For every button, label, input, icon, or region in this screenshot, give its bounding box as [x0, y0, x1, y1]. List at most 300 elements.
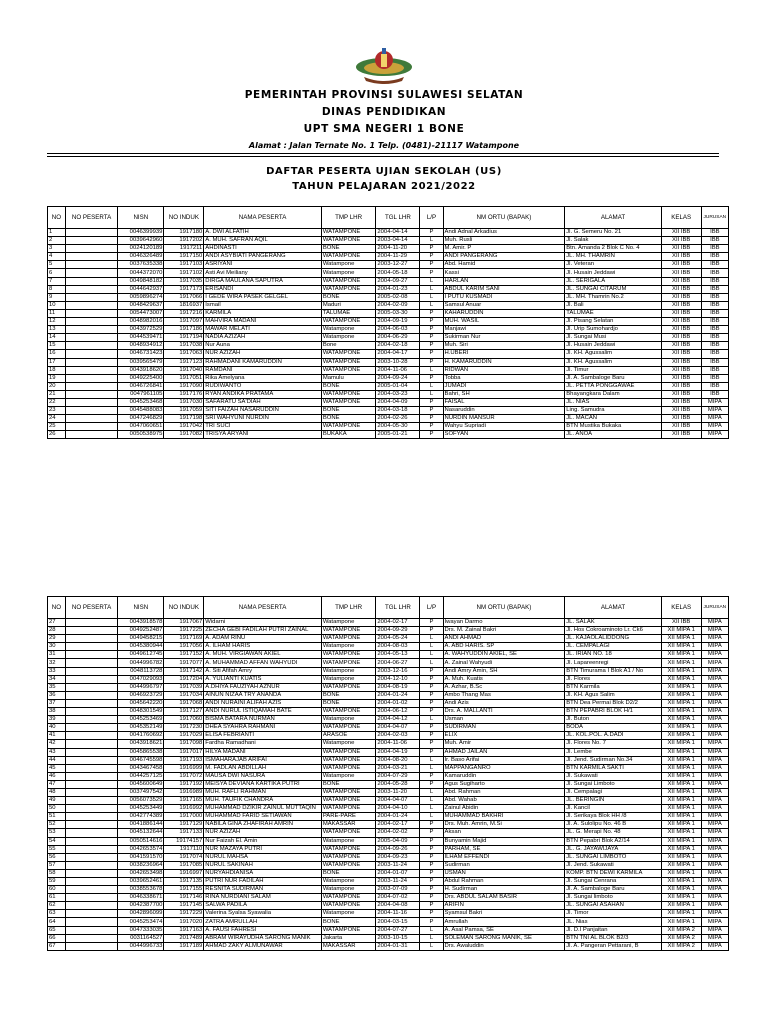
cell-no-induk: 1917085 [164, 861, 204, 869]
cell-tmp-lhr: WATAMPONE [321, 797, 376, 805]
cell-no: 3 [48, 245, 66, 253]
cell-nama-peserta: NUR MAZAYA PUTRI [204, 845, 322, 853]
cell-tgl-lhr: 2004-06-03 [376, 326, 420, 334]
cell-lp: P [420, 708, 443, 716]
cell-no-peserta [65, 318, 117, 326]
cell-kelas: XII MIPA 1 [661, 667, 701, 675]
cell-kelas: XII IBB [661, 293, 701, 301]
cell-lp: L [420, 643, 443, 651]
cell-nama-peserta: A.DHIYA FAUZIYAH AZNUR [204, 683, 322, 691]
cell-lp: L [420, 651, 443, 659]
cell-no-peserta [65, 788, 117, 796]
cell-lp: P [420, 837, 443, 845]
cell-kelas: XII MIPA 1 [661, 732, 701, 740]
cell-tmp-lhr: WATAMPONE [321, 764, 376, 772]
cell-tmp-lhr: Maduri [321, 301, 376, 309]
cell-alamat: BTN PEPABRI BLOK H/1 [565, 708, 662, 716]
cell-nama-peserta: SRI WAHYUNI NURDIN [204, 415, 322, 423]
cell-tmp-lhr: Mamulu [321, 374, 376, 382]
cell-nm-ortu: A. Asal Pamsa, SE [443, 926, 565, 934]
cell-nm-ortu: Bahri, SH [443, 390, 565, 398]
cell-nama-peserta: A. MUH. VIRGIAWAN AKIEL [204, 651, 322, 659]
cell-jurusan: MIPA [701, 918, 728, 926]
cell-kelas: XII IBB [661, 237, 701, 245]
cell-no-induk: 1917216 [164, 309, 204, 317]
cell-no-peserta [65, 659, 117, 667]
cell-no-induk: 1917090 [164, 382, 204, 390]
cell-nisn: 0045132644 [118, 829, 164, 837]
table-row [48, 845, 729, 853]
cell-tgl-lhr: 2004-02-18 [376, 342, 420, 350]
table-row [48, 415, 729, 423]
cell-nm-ortu: Andi Azis [443, 699, 565, 707]
cell-nm-ortu: A. WAHYUDDIN AKIEL, SE [443, 651, 565, 659]
cell-nama-peserta: ZECHA GEBI FADILAH PUTRI ZAINAL [204, 627, 322, 635]
cell-tmp-lhr: WATAMPONE [321, 635, 376, 643]
cell-nama-peserta: AHMAD ZAKY ALMUNAWAR [204, 942, 322, 950]
cell-nisn: 0038553678 [118, 886, 164, 894]
cell-jurusan: MIPA [701, 780, 728, 788]
cell-nm-ortu: Bunyamin Majid [443, 837, 565, 845]
table-row [48, 910, 729, 918]
cell-kelas: XII MIPA 1 [661, 853, 701, 861]
cell-no-induk: 1917129 [164, 821, 204, 829]
cell-tmp-lhr: WATAMPONE [321, 350, 376, 358]
cell-nama-peserta: Valerina Syalsa Syawalia [204, 910, 322, 918]
cell-alamat: Jl. Jend. Sukawati [565, 861, 662, 869]
cell-lp: L [420, 797, 443, 805]
col-header-tmp-lhr: TMP LHR [321, 207, 376, 229]
cell-kelas: XII IBB [661, 423, 701, 431]
cell-nm-ortu: A. Muh. Kuatis [443, 675, 565, 683]
cell-tmp-lhr: BONE [321, 415, 376, 423]
cell-tmp-lhr: WATAMPONE [321, 724, 376, 732]
cell-alamat: BTN Dea Permai Blok D2/2 [565, 699, 662, 707]
cell-nama-peserta: MAWAR MELATI [204, 326, 322, 334]
cell-kelas: XII IBB [661, 415, 701, 423]
cell-jurusan: MIPA [701, 683, 728, 691]
cell-jurusan: MIPA [701, 772, 728, 780]
cell-nama-peserta: MUH. RAFLI RAHMAN [204, 788, 322, 796]
cell-alamat: JL. IRIAN NO. 18 [565, 651, 662, 659]
cell-jurusan: IBB [701, 277, 728, 285]
cell-no: 59 [48, 878, 66, 886]
cell-nama-peserta: NADIA AZIZAH [204, 334, 322, 342]
cell-no: 34 [48, 675, 66, 683]
cell-jurusan: MIPA [701, 691, 728, 699]
cell-tmp-lhr: WATAMPONE [321, 748, 376, 756]
cell-tmp-lhr: Watampone [321, 772, 376, 780]
cell-lp: P [420, 845, 443, 853]
cell-nm-ortu: H.UBERI [443, 350, 565, 358]
cell-jurusan: MIPA [701, 724, 728, 732]
table-row [48, 619, 729, 627]
participant-table-1 [47, 206, 729, 439]
cell-no-peserta [65, 237, 117, 245]
cell-tgl-lhr: 2004-09-19 [376, 318, 420, 326]
cell-jurusan: MIPA [701, 708, 728, 716]
cell-tgl-lhr: 2004-09-24 [376, 374, 420, 382]
cell-tgl-lhr: 2004-04-10 [376, 805, 420, 813]
table-row [48, 724, 729, 732]
cell-nama-peserta: NUR AZIZAH [204, 350, 322, 358]
cell-nm-ortu: Tobba [443, 374, 565, 382]
cell-no-peserta [65, 829, 117, 837]
cell-tgl-lhr: 2004-05-18 [376, 269, 420, 277]
cell-jurusan: IBB [701, 390, 728, 398]
cell-no: 20 [48, 382, 66, 390]
cell-nama-peserta: SAFARATU SA'DIAH [204, 398, 322, 406]
cell-nisn: 0045253474 [118, 918, 164, 926]
table-row [48, 926, 729, 934]
cell-jurusan: IBB [701, 237, 728, 245]
cell-no: 55 [48, 845, 66, 853]
cell-tgl-lhr: 2004-09-29 [376, 627, 420, 635]
cell-nm-ortu: Muh. Amir [443, 740, 565, 748]
cell-lp: P [420, 886, 443, 894]
cell-lp: P [420, 398, 443, 406]
cell-nisn: 0048301549 [118, 708, 164, 716]
cell-no-induk: 1917189 [164, 942, 204, 950]
cell-no-induk: 1917204 [164, 675, 204, 683]
cell-jurusan: MIPA [701, 635, 728, 643]
cell-kelas: XII MIPA 2 [661, 942, 701, 950]
cell-tmp-lhr: BONE [321, 407, 376, 415]
cell-alamat: JL. NIAS [565, 398, 662, 406]
cell-no-peserta [65, 845, 117, 853]
cell-lp: L [420, 635, 443, 643]
cell-lp: P [420, 699, 443, 707]
table-row [48, 326, 729, 334]
cell-no-peserta [65, 293, 117, 301]
cell-kelas: XII IBB [661, 318, 701, 326]
cell-nisn: 0041886144 [118, 821, 164, 829]
cell-lp: P [420, 326, 443, 334]
cell-no-induk: 1917020 [164, 918, 204, 926]
cell-tgl-lhr: 2004-04-17 [376, 350, 420, 358]
cell-no: 46 [48, 772, 66, 780]
cell-nama-peserta: ELISA FEBRIANTI [204, 732, 322, 740]
cell-no-peserta [65, 772, 117, 780]
cell-tgl-lhr: 2003-12-16 [376, 667, 420, 675]
cell-nm-ortu: H. KAMARUDDIN [443, 358, 565, 366]
cell-tmp-lhr: WATAMPONE [321, 894, 376, 902]
cell-tgl-lhr: 2004-01-07 [376, 869, 420, 877]
cell-nama-peserta: A. ILHAM HARIS [204, 643, 322, 651]
cell-tgl-lhr: 2005-02-08 [376, 293, 420, 301]
cell-kelas: XII MIPA 1 [661, 910, 701, 918]
col-header-lp: L/P [420, 207, 443, 229]
table-2-body [48, 619, 729, 951]
cell-alamat: Jl. Veteran [565, 261, 662, 269]
table-row [48, 309, 729, 317]
cell-jurusan: MIPA [701, 886, 728, 894]
cell-tgl-lhr: 2004-11-06 [376, 366, 420, 374]
cell-lp: P [420, 829, 443, 837]
cell-no-peserta [65, 748, 117, 756]
cell-nm-ortu: Kassi [443, 269, 565, 277]
cell-no-induk: 1917056 [164, 643, 204, 651]
cell-nisn: 0049252487 [118, 627, 164, 635]
cell-alamat: Jl. D.I Panjaitan [565, 926, 662, 934]
cell-no-induk: 1917127 [164, 708, 204, 716]
cell-nama-peserta: AHDINASTI [204, 245, 322, 253]
cell-no-peserta [65, 942, 117, 950]
cell-lp: P [420, 667, 443, 675]
cell-tgl-lhr: 2005-03-30 [376, 309, 420, 317]
cell-tmp-lhr: WATAMPONE [321, 926, 376, 934]
cell-nisn: 0048982016 [118, 318, 164, 326]
cell-jurusan: MIPA [701, 926, 728, 934]
cell-no: 35 [48, 683, 66, 691]
cell-no-peserta [65, 813, 117, 821]
cell-kelas: XII MIPA 1 [661, 845, 701, 853]
cell-jurusan: MIPA [701, 423, 728, 431]
cell-tmp-lhr: WATAMPONE [321, 390, 376, 398]
cell-tgl-lhr: 2004-11-29 [376, 253, 420, 261]
cell-no-induk: 1917038 [164, 342, 204, 350]
cell-alamat: Jl. KH. Agus Salim [565, 691, 662, 699]
cell-nama-peserta: Ismail [204, 301, 322, 309]
cell-no-peserta [65, 398, 117, 406]
cell-tmp-lhr: TALUMAE [321, 309, 376, 317]
cell-lp: P [420, 309, 443, 317]
cell-nm-ortu: ILHAM EFFENDI [443, 853, 565, 861]
cell-alamat: BTN Mustika Bukaka [565, 423, 662, 431]
cell-nama-peserta: SITI FAIZAH NASARUDDIN [204, 407, 322, 415]
cell-nm-ortu: Abd. Rahman [443, 788, 565, 796]
cell-kelas: XII MIPA 1 [661, 878, 701, 886]
cell-no-induk: 1917072 [164, 772, 204, 780]
cell-nm-ortu: FAISAL [443, 398, 565, 406]
cell-tmp-lhr: Watampone [321, 334, 376, 342]
col-header-tgl-lhr: TGL LHR [376, 207, 420, 229]
cell-alamat: JL. KAJAOLALIDDONG [565, 635, 662, 643]
cell-nama-peserta: HILYA MADANI [204, 748, 322, 756]
cell-nisn: 0037497542 [118, 788, 164, 796]
cell-nm-ortu: Abd. Wahab [443, 797, 565, 805]
cell-alamat: TALUMAE [565, 309, 662, 317]
table-row [48, 245, 729, 253]
cell-nm-ortu: ELIX [443, 732, 565, 740]
cell-alamat: Jl. A. Sambaloge Baru [565, 374, 662, 382]
cell-nama-peserta: PUTRI NUR FADILAH [204, 878, 322, 886]
cell-nisn: 0045865538 [118, 748, 164, 756]
cell-nisn: 0041760692 [118, 732, 164, 740]
cell-no-peserta [65, 797, 117, 805]
cell-nama-peserta: KARMILA [204, 309, 322, 317]
cell-tmp-lhr: WATAMPONE [321, 398, 376, 406]
cell-tmp-lhr: MAKASSAR [321, 821, 376, 829]
cell-no: 53 [48, 829, 66, 837]
cell-lp: P [420, 869, 443, 877]
cell-jurusan: MIPA [701, 415, 728, 423]
cell-no: 51 [48, 813, 66, 821]
cell-nisn: 0031164527 [118, 934, 164, 942]
cell-jurusan: MIPA [701, 861, 728, 869]
cell-jurusan: MIPA [701, 716, 728, 724]
cell-nama-peserta: BISMA BATARA NURMAN [204, 716, 322, 724]
table-row [48, 342, 729, 350]
cell-no-induk: 1917063 [164, 350, 204, 358]
cell-jurusan: MIPA [701, 805, 728, 813]
cell-alamat: Jl. KH. Agussalim [565, 350, 662, 358]
cell-alamat: Jl. Husain Jeddawi [565, 269, 662, 277]
cell-no: 14 [48, 334, 66, 342]
cell-tmp-lhr: BONE [321, 382, 376, 390]
table-row [48, 756, 729, 764]
cell-kelas: XII IBB [661, 261, 701, 269]
table-row [48, 894, 729, 902]
cell-tgl-lhr: 2003-04-14 [376, 237, 420, 245]
cell-alamat: Jl. Hos Cokroaminoto Lr. Ck6 [565, 627, 662, 635]
cell-no-induk: 1917173 [164, 285, 204, 293]
cell-nm-ortu: Ambo Thang Mas [443, 691, 565, 699]
cell-tgl-lhr: 2004-06-29 [376, 334, 420, 342]
cell-tgl-lhr: 2003-10-28 [376, 358, 420, 366]
cell-alamat: Jl. Timor [565, 910, 662, 918]
cell-jurusan: MIPA [701, 934, 728, 942]
table-row [48, 350, 729, 358]
cell-nm-ortu: Drs. Awaluddin [443, 942, 565, 950]
cell-no: 36 [48, 691, 66, 699]
cell-no-peserta [65, 869, 117, 877]
cell-no-induk: 1917000 [164, 813, 204, 821]
cell-no: 64 [48, 918, 66, 926]
cell-no: 52 [48, 821, 66, 829]
cell-tmp-lhr: WATAMPONE [321, 788, 376, 796]
cell-lp: P [420, 902, 443, 910]
cell-jurusan: IBB [701, 342, 728, 350]
cell-lp: P [420, 407, 443, 415]
cell-lp: P [420, 318, 443, 326]
cell-kelas: XII IBB [661, 326, 701, 334]
cell-nama-peserta: A. MUHAMMAD AFFAN WAHYUDI [204, 659, 322, 667]
cell-no-induk: 1917146 [164, 894, 204, 902]
cell-jurusan: IBB [701, 309, 728, 317]
cell-lp: P [420, 878, 443, 886]
cell-alamat: Jl. Bali [565, 301, 662, 309]
cell-lp: L [420, 764, 443, 772]
cell-nisn: 0046745598 [118, 756, 164, 764]
cell-no-induk: 1917067 [164, 619, 204, 627]
cell-kelas: XII MIPA 1 [661, 675, 701, 683]
cell-tgl-lhr: 2004-12-10 [376, 675, 420, 683]
cell-kelas: XII MIPA 1 [661, 813, 701, 821]
cell-alamat: Jl. Sungai Musi [565, 334, 662, 342]
cell-no-peserta [65, 627, 117, 635]
cell-tmp-lhr: BUKAKA [321, 431, 376, 439]
cell-nm-ortu: Abd. Hamid [443, 261, 565, 269]
cell-nisn: 0049848182 [118, 277, 164, 285]
cell-alamat: Jl. Kancil [565, 805, 662, 813]
cell-jurusan: IBB [701, 334, 728, 342]
cell-no-induk: 1917202 [164, 237, 204, 245]
cell-kelas: XII MIPA 2 [661, 926, 701, 934]
cell-lp: L [420, 805, 443, 813]
cell-nama-peserta: A. ADAM RINU [204, 635, 322, 643]
cell-lp: L [420, 942, 443, 950]
cell-tmp-lhr: BONE [321, 245, 376, 253]
table-row [48, 675, 729, 683]
cell-no: 66 [48, 934, 66, 942]
cell-no-peserta [65, 334, 117, 342]
cell-nisn: 0045352149 [118, 724, 164, 732]
cell-jurusan: MIPA [701, 910, 728, 918]
cell-alamat: Jl. Buton [565, 716, 662, 724]
cell-no: 45 [48, 764, 66, 772]
cell-no-peserta [65, 326, 117, 334]
cell-no-peserta [65, 285, 117, 293]
cell-tmp-lhr: BONE [321, 869, 376, 877]
cell-nisn: 0044539471 [118, 334, 164, 342]
cell-kelas: XII MIPA 1 [661, 699, 701, 707]
cell-kelas: XII IBB [661, 374, 701, 382]
cell-nm-ortu: Drs. M. Zainal Bakri [443, 627, 565, 635]
cell-nisn: 0049612745 [118, 651, 164, 659]
cell-alamat: Jl. Flores No. 7 [565, 740, 662, 748]
cell-no-induk: 1917082 [164, 431, 204, 439]
cell-lp: L [420, 659, 443, 667]
cell-lp: L [420, 366, 443, 374]
cell-alamat: BTN KARMILA SAKTI [565, 764, 662, 772]
cell-nisn: 0046731423 [118, 350, 164, 358]
cell-tgl-lhr: 2003-11-24 [376, 878, 420, 886]
cell-no-induk: 1917142 [164, 667, 204, 675]
cell-tmp-lhr: ARASOE [321, 732, 376, 740]
cell-nama-peserta: SALWA PADILA [204, 902, 322, 910]
cell-no: 26 [48, 431, 66, 439]
col-header-alamat: ALAMAT [565, 207, 662, 229]
cell-nama-peserta: Rika Amelyana [204, 374, 322, 382]
cell-alamat: Bhayangkara Dalam [565, 390, 662, 398]
cell-tgl-lhr: 2004-03-15 [376, 918, 420, 926]
cell-nama-peserta: ZATRA AMRULLAH [204, 918, 322, 926]
cell-nm-ortu: Manjawi [443, 326, 565, 334]
cell-nisn: 0047246829 [118, 415, 164, 423]
table-row [48, 651, 729, 659]
table-row [48, 366, 729, 374]
cell-no-peserta [65, 699, 117, 707]
cell-lp: P [420, 229, 443, 237]
cell-no: 22 [48, 398, 66, 406]
cell-jurusan: MIPA [701, 407, 728, 415]
cell-tgl-lhr: 2004-05-13 [376, 651, 420, 659]
cell-nama-peserta: ERISANDI [204, 285, 322, 293]
cell-no-induk: 1917077 [164, 659, 204, 667]
cell-lp: P [420, 415, 443, 423]
cell-alamat: JL. SUNGAI CITARUM [565, 285, 662, 293]
cell-no-peserta [65, 918, 117, 926]
cell-no: 47 [48, 780, 66, 788]
cell-alamat: BTN TNI AL BLOK B2/3 [565, 934, 662, 942]
cell-no-peserta [65, 675, 117, 683]
cell-kelas: XII MIPA 1 [661, 724, 701, 732]
cell-tmp-lhr: Bone [321, 342, 376, 350]
cell-tmp-lhr: WATAMPONE [321, 756, 376, 764]
cell-no-induk: 1917230 [164, 724, 204, 732]
cell-nm-ortu: Kamaruddin [443, 772, 565, 780]
cell-no: 1 [48, 229, 66, 237]
cell-nisn: 0042774389 [118, 813, 164, 821]
cell-no-peserta [65, 691, 117, 699]
cell-nm-ortu: Nasaruddin [443, 407, 565, 415]
col-header-no-induk: NO INDUK [164, 207, 204, 229]
table-row [48, 374, 729, 382]
cell-nisn: 0042653498 [118, 869, 164, 877]
cell-lp: P [420, 910, 443, 918]
cell-jurusan: IBB [701, 245, 728, 253]
